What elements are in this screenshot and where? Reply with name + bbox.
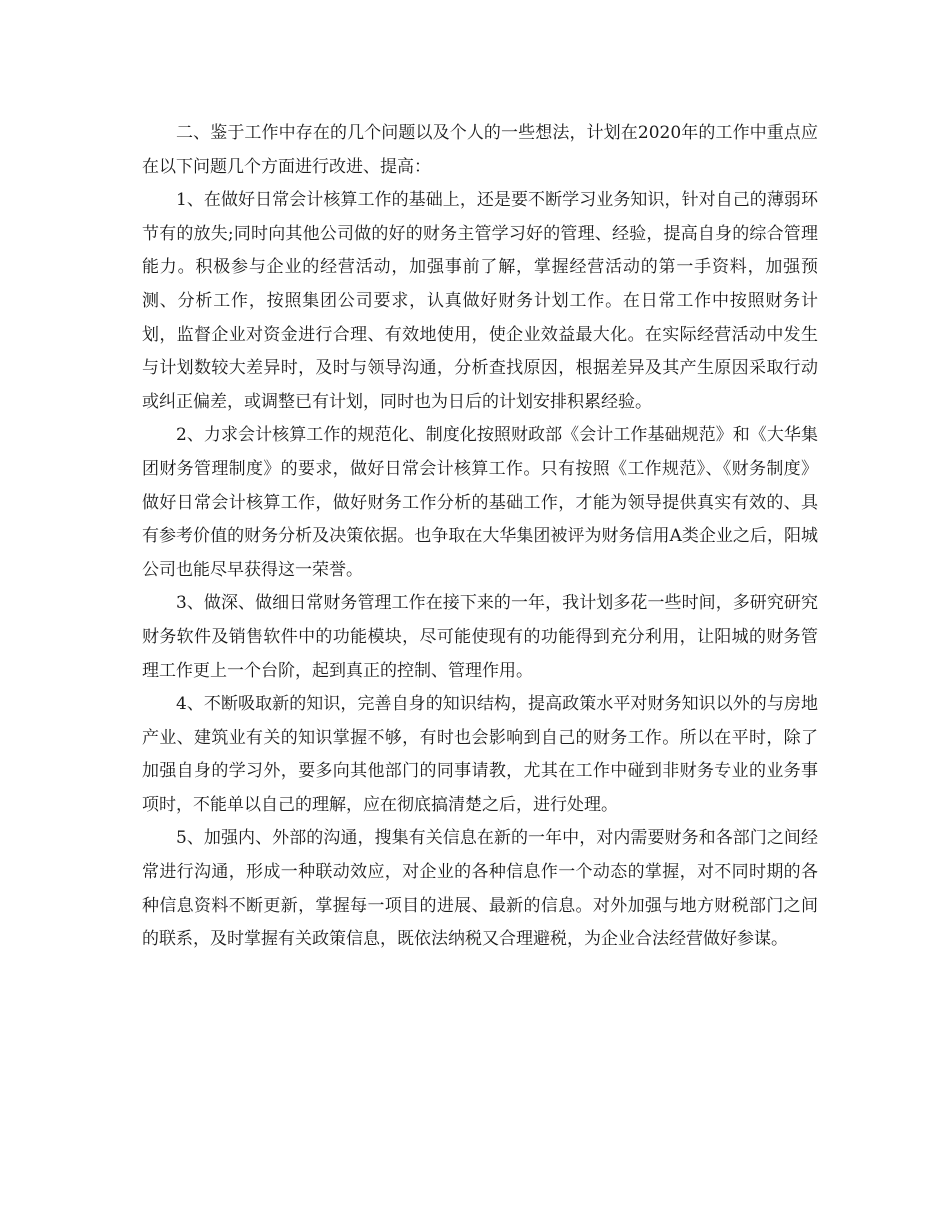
- item-2-paragraph: 2、力求会计核算工作的规范化、制度化按照财政部《会计工作基础规范》和《大华集团财务管理制度》的要求，做好日常会计核算工作。只有按照《工作规范》、《财务制度》做好日常会计核算工作，做好财务工作分析的基础工作，才能为领导提供真实有效的、具有参考价值的财务分析及决策依据。也争取在大华集团被评为财务信用A类企业之后，阳城公司也能尽早获得这一荣誉。: [142, 425, 818, 580]
- item-5-paragraph: 5、加强内、外部的沟通，搜集有关信息在新的一年中，对内需要财务和各部门之间经常进行沟通，形成一种联动效应，对企业的各种信息作一个动态的掌握，对不同时期的各种信息资料不断更新，掌握每一项目的进展、最新的信息。对外加强与地方财税部门之间的联系，及时掌握有关政策信息，既依法纳税又合理避税，为企业合法经营做好参谋。: [142, 828, 818, 950]
- item-3-paragraph: 3、做深、做细日常财务管理工作在接下来的一年，我计划多花一些时间，多研究研究财务软件及销售软件中的功能模块，尽可能使现有的功能得到充分利用，让阳城的财务管理工作更上一个台阶，起到真正的控制、管理作用。: [142, 593, 818, 681]
- item-4-paragraph: 4、不断吸取新的知识，完善自身的知识结构，提高政策水平对财务知识以外的与房地产业、建筑业有关的知识掌握不够，有时也会影响到自己的财务工作。所以在平时，除了加强自身的学习外，要多向其他部门的同事请教，尤其在工作中碰到非财务专业的业务事项时，不能单以自己的理解，应在彻底搞清楚之后，进行处理。: [142, 694, 818, 815]
- section-intro-paragraph: 二、鉴于工作中存在的几个问题以及个人的一些想法，计划在2020年的工作中重点应在以下问题几个方面进行改进、提高：: [142, 123, 818, 177]
- item-1-paragraph: 1、在做好日常会计核算工作的基础上，还是要不断学习业务知识，针对自己的薄弱环节有的放失;同时向其他公司做的好的财务主管学习好的管理、经验，提高自身的综合管理能力。积极参与企业的经营活动，加强事前了解，掌握经营活动的第一手资料，加强预测、分析工作，按照集团公司要求，认真做好财务计划工作。在日常工作中按照财务计划，监督企业对资金进行合理、有效地使用，使企业效益最大化。在实际经营活动中发生与计划数较大差异时，及时与领导沟通，分析查找原因，根据差异及其产生原因采取行动或纠正偏差，或调整已有计划，同时也为日后的计划安排积累经验。: [142, 190, 818, 412]
- document-body: [142, 117, 818, 957]
